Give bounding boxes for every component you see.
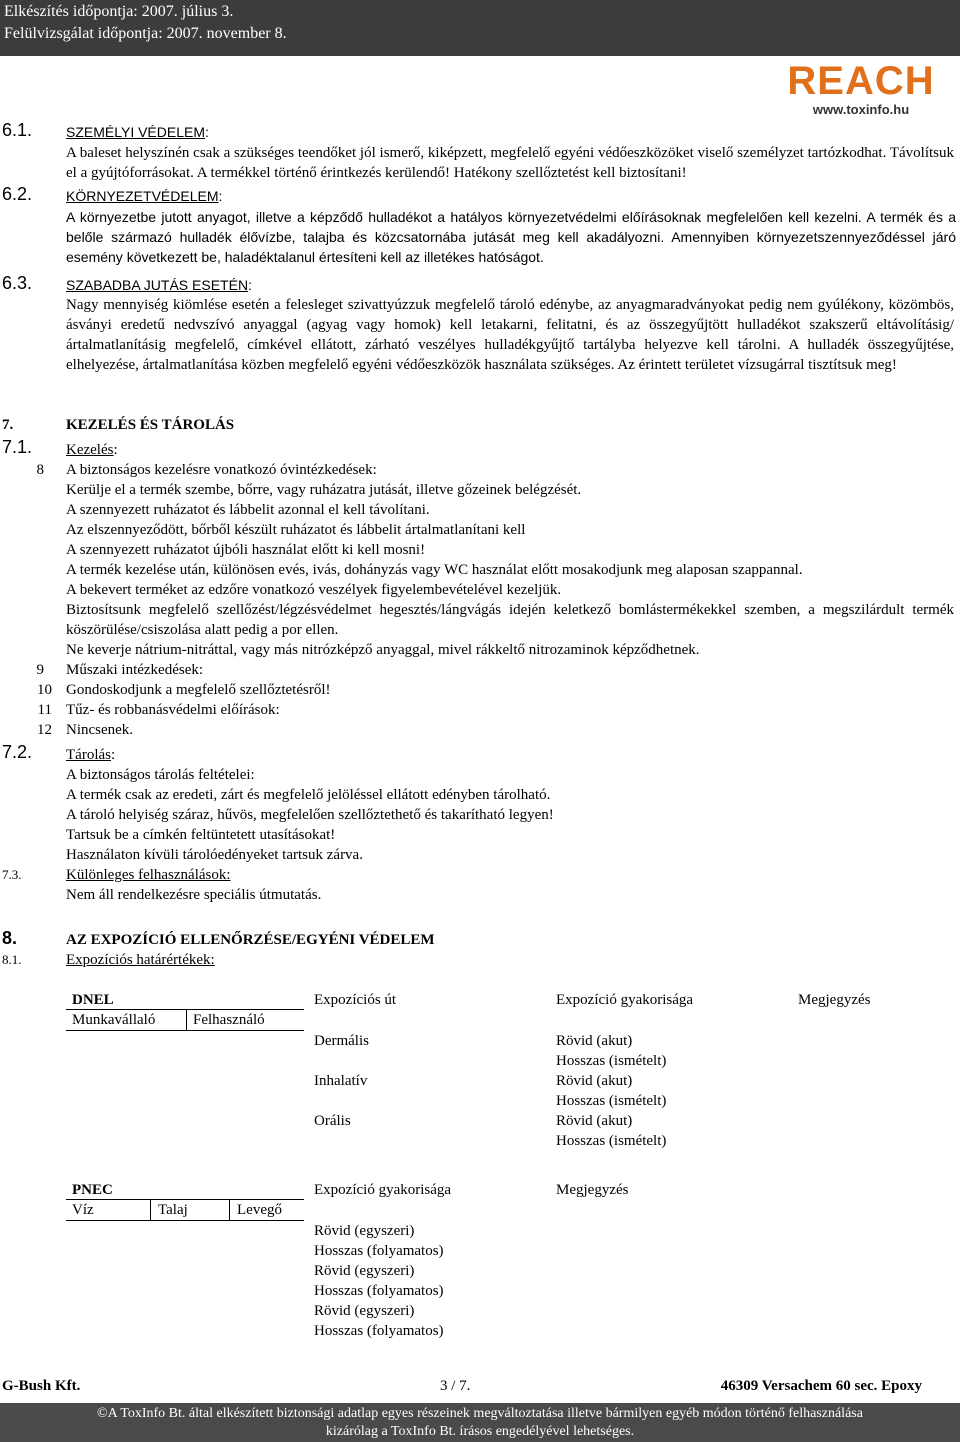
item-8-last-line: Ne keverje nátrium-nitráttal, vagy más nitrózképző anyaggal, mivel rákkeltő nitrozaminok képződhetnek. xyxy=(66,642,700,658)
dnel-short: Rövid (akut) xyxy=(556,1033,633,1049)
dnel-route: Orális xyxy=(314,1113,351,1129)
pnec-short: Rövid (egyszeri) xyxy=(314,1263,415,1279)
item-9-text: Műszaki intézkedések: xyxy=(66,662,204,678)
copyright-line: kizárólag a ToxInfo Bt. írásos engedélyével lehetséges. xyxy=(325,1424,635,1439)
section-7-1-title: Kezelés xyxy=(66,442,114,458)
section-8-number: 8. xyxy=(2,928,18,948)
dnel-short: Rövid (akut) xyxy=(556,1113,633,1129)
item-8-line: Kerülje el a termék szembe, bőrre, vagy ruházatra jutását, illetve gőzeinek belégzését. xyxy=(66,482,582,498)
copyright-line: ©A ToxInfo Bt. által elkészített biztonsági adatlap egyes részeinek megváltoztatása illetve bármilyen egyéb módon történő felhasználása xyxy=(97,1406,863,1421)
pnec-sub-soil: Talaj xyxy=(158,1202,188,1218)
logo-text: REACH xyxy=(787,59,935,103)
pnec-col-frequency: Expozíció gyakorisága xyxy=(314,1182,452,1198)
revised-date: Felülvizsgálat időpontja: 2007. november 8. xyxy=(4,25,287,42)
section-6-3-text: Nagy mennyiség kiömlése esetén a felesleget szivattyúzzuk megfelelő tároló edénybe, az anyagmaradványokat pedig nem gyúlékony, közömbös, ásványi eredetű nedvszívó anyaggal (agyag vagy homok) kell letakarni, felitatni, és az összegyűjtött hulladékot szakszerű eltávolításig/ártalmatlanításig megfelelő, címkével ellátott, zárható veszélyes hulladékgyűjtő tartályba helyezve kell tárolni. A hulladék összegyűjtése, elhelyezése, ártalmatlanítása közben megfelelő egyéni védőeszközök használata szükséges. Az érintett területet vízsugárral tisztítsuk meg! xyxy=(66,297,954,373)
dnel-col-route: Expozíciós út xyxy=(314,992,397,1008)
copyright-bar xyxy=(0,1403,960,1442)
dnel-title: DNEL xyxy=(72,992,114,1008)
pnec-short: Rövid (egyszeri) xyxy=(314,1303,415,1319)
pnec-col-note: Megjegyzés xyxy=(556,1182,629,1198)
section-6-2-number: 6.2. xyxy=(2,184,33,204)
item-11-number: 11 xyxy=(37,702,52,718)
dnel-sub-user: Felhasználó xyxy=(193,1012,265,1028)
pnec-short: Rövid (egyszeri) xyxy=(314,1223,415,1239)
dnel-long: Hosszas (ismételt) xyxy=(556,1133,667,1149)
section-6-2-title: KÖRNYEZETVÉDELEM xyxy=(66,188,219,204)
section-6-2-text xyxy=(66,207,956,267)
item-12-text: Nincsenek. xyxy=(66,722,134,738)
dnel-sub-worker: Munkavállaló xyxy=(72,1012,156,1028)
section-6-2-text-1: A környezetbe jutott anyagot, illetve a képződő hulladékot a hatályos környezetvédelmi előírásoknak megfelelően kell kezelni. xyxy=(66,209,862,225)
section-6-1-text: A baleset helyszínén csak a szükséges teendőket jól ismerő, kiképzett, megfelelő egyéni védőeszközöket viselő személyzet tartózkodhat. Távolítsuk el a gyújtóforrásokat. A termékkel történő érintkezés kerülendő! Hatékony szellőztetést kell biztosítani! xyxy=(66,145,954,181)
footer-company: G-Bush Kft. xyxy=(2,1378,81,1394)
section-7-1-number: 7.1. xyxy=(2,437,33,457)
section-6-1-heading xyxy=(66,122,209,142)
pnec-long: Hosszas (folyamatos) xyxy=(314,1283,444,1299)
dnel-route: Inhalatív xyxy=(314,1073,368,1089)
item-8-line: A szennyezett ruházatot és lábbelit azonnal el kell távolítani. xyxy=(66,502,430,518)
logo-url: www.toxinfo.hu xyxy=(812,102,910,117)
item-11-text: Tűz- és robbanásvédelmi előírások: xyxy=(66,702,280,718)
section-7-2-title: Tárolás xyxy=(66,747,111,763)
item-10-number: 10 xyxy=(37,682,52,698)
pnec-sub-air: Levegő xyxy=(237,1202,282,1218)
colon: : xyxy=(110,747,116,763)
section-6-2-text-2: A termék és a belőle származó hulladék élővízbe, talajba és közcsatornába jutását meg kell akadályozni. Amennyiben környezetszennyeződéssel járó esemény következett be, haladéktalanul értesíteni kell az illetékes hatóságot. xyxy=(66,209,957,265)
pnec-title: PNEC xyxy=(72,1182,113,1198)
section-6-2-heading xyxy=(66,186,222,206)
section-7-2-number: 7.2. xyxy=(2,742,33,762)
dnel-col-frequency: Expozíció gyakorisága xyxy=(556,992,694,1008)
storage-line: A biztonságos tárolás feltételei: xyxy=(66,767,255,783)
dnel-col-note: Megjegyzés xyxy=(798,992,871,1008)
colon: : xyxy=(248,277,252,293)
section-7-3-number: 7.3. xyxy=(2,867,22,882)
item-8-line: A termék kezelése után, különösen evés, ivás, dohányzás vagy WC használat előtt mosakodjunk meg alaposan szappannal. xyxy=(66,562,803,578)
storage-line: A termék csak az eredeti, zárt és megfelelő jelöléssel ellátott edényben tárolható. xyxy=(66,787,551,803)
item-8-number: 8 xyxy=(36,462,44,478)
section-6-3-heading xyxy=(66,275,252,295)
colon: : xyxy=(218,188,223,204)
document-header xyxy=(0,0,960,56)
storage-line: Használaton kívüli tárolóedényeket tartsuk zárva. xyxy=(66,847,363,863)
pnec-sub-water: Víz xyxy=(72,1202,94,1218)
section-6-3-number: 6.3. xyxy=(2,273,33,293)
item-9-number: 9 xyxy=(36,662,44,678)
section-8-1-title: Expozíciós határértékek: xyxy=(66,952,215,968)
item-8-title: A biztonságos kezelésre vonatkozó óvintézkedések: xyxy=(66,462,377,478)
section-6-1-number: 6.1. xyxy=(2,120,33,140)
dnel-long: Hosszas (ismételt) xyxy=(556,1093,667,1109)
item-8-paragraph: Biztosítsunk megfelelő szellőzést/légzésvédelmet hegesztés/lángvágás idején keletkező bomlástermékekkel szemben, a megszilárdult termék köszörülése/csiszolása alatt pedig a por ellen. xyxy=(66,602,954,638)
section-8-1-number: 8.1. xyxy=(2,952,22,967)
item-8-line: A szennyezett ruházatot újbóli használat előtt ki kell mosni! xyxy=(66,542,426,558)
prepared-date: Elkészítés időpontja: 2007. július 3. xyxy=(4,3,234,20)
footer-page: 3 / 7. xyxy=(440,1378,471,1394)
pnec-long: Hosszas (folyamatos) xyxy=(314,1323,444,1339)
colon: : xyxy=(205,124,209,140)
item-8-line: A bekevert terméket az edzőre vonatkozó veszélyek figyelembevételével kezeljük. xyxy=(66,582,562,598)
dnel-short: Rövid (akut) xyxy=(556,1073,633,1089)
section-6-3-title: SZABADBA JUTÁS ESETÉN xyxy=(66,277,249,293)
dnel-long: Hosszas (ismételt) xyxy=(556,1053,667,1069)
section-6-1-title: SZEMÉLYI VÉDELEM xyxy=(66,124,206,140)
footer-product: 46309 Versachem 60 sec. Epoxy xyxy=(720,1378,922,1394)
item-12-number: 12 xyxy=(37,722,52,738)
dnel-route: Dermális xyxy=(314,1033,369,1049)
section-8-title: AZ EXPOZÍCIÓ ELLENŐRZÉSE/EGYÉNI VÉDELEM xyxy=(66,932,435,948)
section-7-title: KEZELÉS ÉS TÁROLÁS xyxy=(66,417,235,433)
pnec-long: Hosszas (folyamatos) xyxy=(314,1243,444,1259)
section-7-1-heading xyxy=(66,440,118,460)
section-7-number: 7. xyxy=(2,417,14,433)
section-7-3-text: Nem áll rendelkezésre speciális útmutatás. xyxy=(66,887,322,903)
storage-line: A tároló helyiség száraz, hűvös, megfelelően szellőztethető és takarítható legyen! xyxy=(66,807,554,823)
section-7-2-heading xyxy=(66,745,115,765)
section-7-3-title: Különleges felhasználások: xyxy=(66,867,231,883)
item-8-line: Az elszennyeződött, bőrből készült ruházatot és lábbelit ártalmatlanítani kell xyxy=(66,522,526,538)
storage-line: Tartsuk be a címkén feltüntetett utasításokat! xyxy=(66,827,336,843)
colon: : xyxy=(113,442,118,458)
item-10-text: Gondoskodjunk a megfelelő szellőztetésről! xyxy=(66,682,331,698)
